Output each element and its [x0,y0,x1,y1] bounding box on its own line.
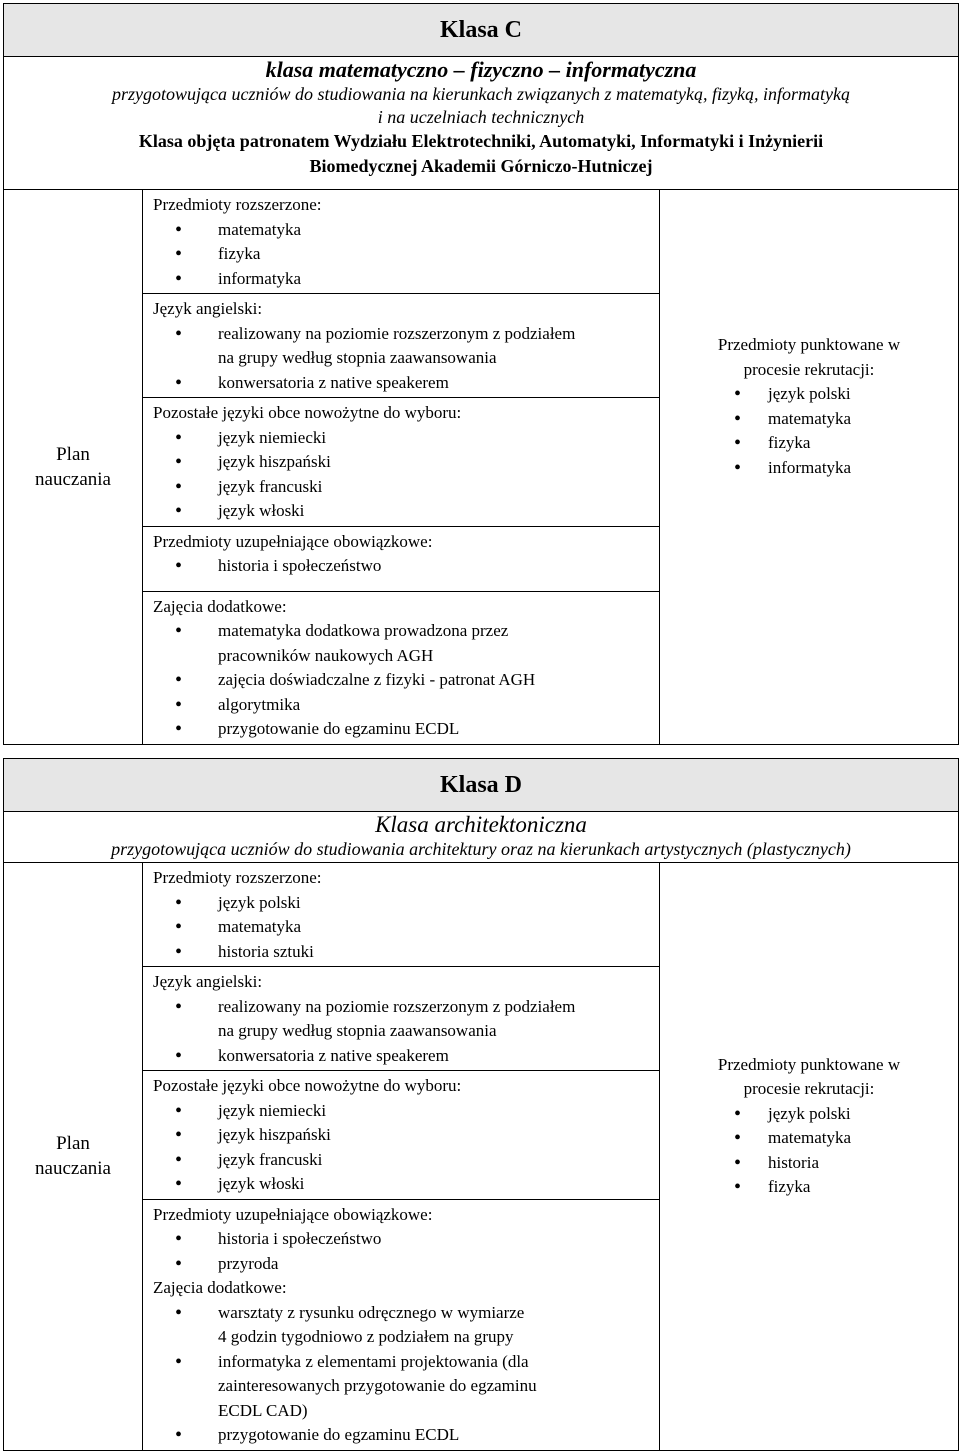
list-item: • język hiszpański [153,1123,659,1148]
list-item [153,995,659,1044]
list-item: • historia i społeczeństwo [153,554,659,579]
section-title: Przedmioty rozszerzone: [153,195,322,214]
list-item: • język francuski [153,475,659,500]
list-item [153,619,659,668]
section-title: Język angielski: [153,972,263,991]
klasa-c-angielski [143,293,659,397]
list-item: • język niemiecki [153,426,659,451]
punktowane-title-2: procesie rekrutacji: [743,359,875,379]
list-item: • język polski [153,891,659,916]
section-title: Przedmioty uzupełniające obowiązkowe: [153,1204,433,1224]
list-item: • matematyka [153,218,659,243]
list-item: • matematyka [660,1126,958,1151]
list-item: • fizyka [153,242,659,267]
klasa-d-uzupelniajace-dodatkowe [143,1199,659,1450]
plan-label-line-2: nauczania [35,468,111,490]
klasa-c-patron-2: Biomedycznej Akademii Górniczo-Hutniczej [309,156,653,176]
klasa-c-plan-label [4,190,143,745]
list-item: • język polski [660,1102,958,1127]
list-item: • język hiszpański [153,450,659,475]
list-item: • matematyka [660,407,958,432]
klasa-c-plan-content [143,190,660,745]
list-item [153,1301,659,1350]
klasa-d-intro [4,812,959,863]
list-item [153,1350,659,1424]
list-item: • język włoski [153,1172,659,1197]
section-title: Pozostałe języki obce nowożytne do wyboru: [153,1076,462,1095]
klasa-d-title: Klasa architektoniczna [375,812,587,837]
klasa-c-subtitle-2: i na uczelniach technicznych [377,107,585,127]
klasa-d-table [3,758,959,1451]
klasa-c-dodatkowe [143,591,659,744]
klasa-d-punktowane [660,863,959,1451]
list-item-text: • warsztaty z rysunku odręcznego w wymiarze [218,1302,525,1322]
list-item-text-cont: na grupy według stopnia zaawansowania [218,348,497,367]
list-item: • historia [660,1151,958,1176]
section-title: Język angielski: [153,299,263,318]
section-title: Zajęcia dodatkowe: [153,596,287,616]
klasa-c-header: Klasa C [4,4,959,57]
list-item: • język włoski [153,499,659,524]
klasa-c-pozostale [143,397,659,526]
klasa-c-uzupelniajace [143,526,659,591]
klasa-d-plan-label [4,863,143,1451]
list-item: • historia i społeczeństwo [153,1227,659,1252]
list-item: • informatyka [660,456,958,481]
list-item-text-cont: ECDL CAD) [218,1400,308,1420]
klasa-c-rozszerzone [143,190,659,293]
list-item-text-cont: na grupy według stopnia zaawansowania [218,1021,497,1040]
list-item-text-cont: 4 godzin tygodniowo z podziałem na grupy [218,1327,514,1346]
klasa-c-table [3,3,959,745]
klasa-c-title: klasa matematyczno – fizyczno – informatyczna [265,57,697,82]
list-item-text: • realizowany na poziomie rozszerzonym z podziałem [218,323,576,343]
klasa-d-pozostale [143,1070,659,1199]
klasa-c-subtitle-1: przygotowująca uczniów do studiowania na kierunkach związanych z matematyką, fizyką, informatyką [112,84,850,104]
list-item: • język francuski [153,1148,659,1173]
list-item-text: • matematyka dodatkowa prowadzona przez [218,621,509,640]
punktowane-title-1: Przedmioty punktowane w [717,335,901,355]
list-item: • przygotowanie do egzaminu ECDL [153,1423,659,1448]
list-item: • informatyka [153,267,659,292]
list-item [153,322,659,371]
klasa-d-subtitle-1: przygotowująca uczniów do studiowania architektury oraz na kierunkach artystycznych (plastycznych) [111,839,851,859]
list-item-text-cont: zainteresowanych przygotowanie do egzaminu [218,1376,537,1395]
list-item: • algorytmika [153,693,659,718]
klasa-c-intro [4,57,959,190]
list-item: • historia sztuki [153,940,659,965]
list-item: • konwersatoria z native speakerem [153,371,659,396]
section-title: Przedmioty uzupełniające obowiązkowe: [153,531,433,551]
list-item: • język polski [660,382,958,407]
list-item: • język niemiecki [153,1099,659,1124]
klasa-c-patron-1: Klasa objęta patronatem Wydziału Elektrotechniki, Automatyki, Informatyki i Inżynierii [138,131,824,151]
plan-label-line-1: Plan [56,1133,90,1155]
list-item: • przygotowanie do egzaminu ECDL [153,717,659,742]
punktowane-title-1: Przedmioty punktowane w [717,1054,901,1074]
klasa-d-header: Klasa D [4,759,959,812]
section-title: Zajęcia dodatkowe: [153,1278,287,1297]
list-item-text: • realizowany na poziomie rozszerzonym z podziałem [218,996,576,1016]
section-title: Przedmioty rozszerzone: [153,868,322,887]
list-item: • zajęcia doświadczalne z fizyki - patronat AGH [153,668,659,693]
list-item: • przyroda [153,1252,659,1277]
list-item: • konwersatoria z native speakerem [153,1044,659,1069]
punktowane-title-2: procesie rekrutacji: [743,1079,875,1099]
klasa-d-rozszerzone [143,863,659,966]
list-item-text: • informatyka z elementami projektowania (dla [218,1351,529,1371]
section-title: Pozostałe języki obce nowożytne do wyboru: [153,403,462,422]
list-item: • fizyka [660,431,958,456]
list-item: • matematyka [153,915,659,940]
klasa-c-punktowane [660,190,959,745]
list-item: • fizyka [660,1175,958,1200]
klasa-d-plan-content [143,863,660,1451]
list-item-text-cont: pracowników naukowych AGH [218,645,434,665]
plan-label-line-2: nauczania [35,1158,111,1180]
plan-label-line-1: Plan [56,443,90,465]
klasa-d-angielski [143,966,659,1070]
